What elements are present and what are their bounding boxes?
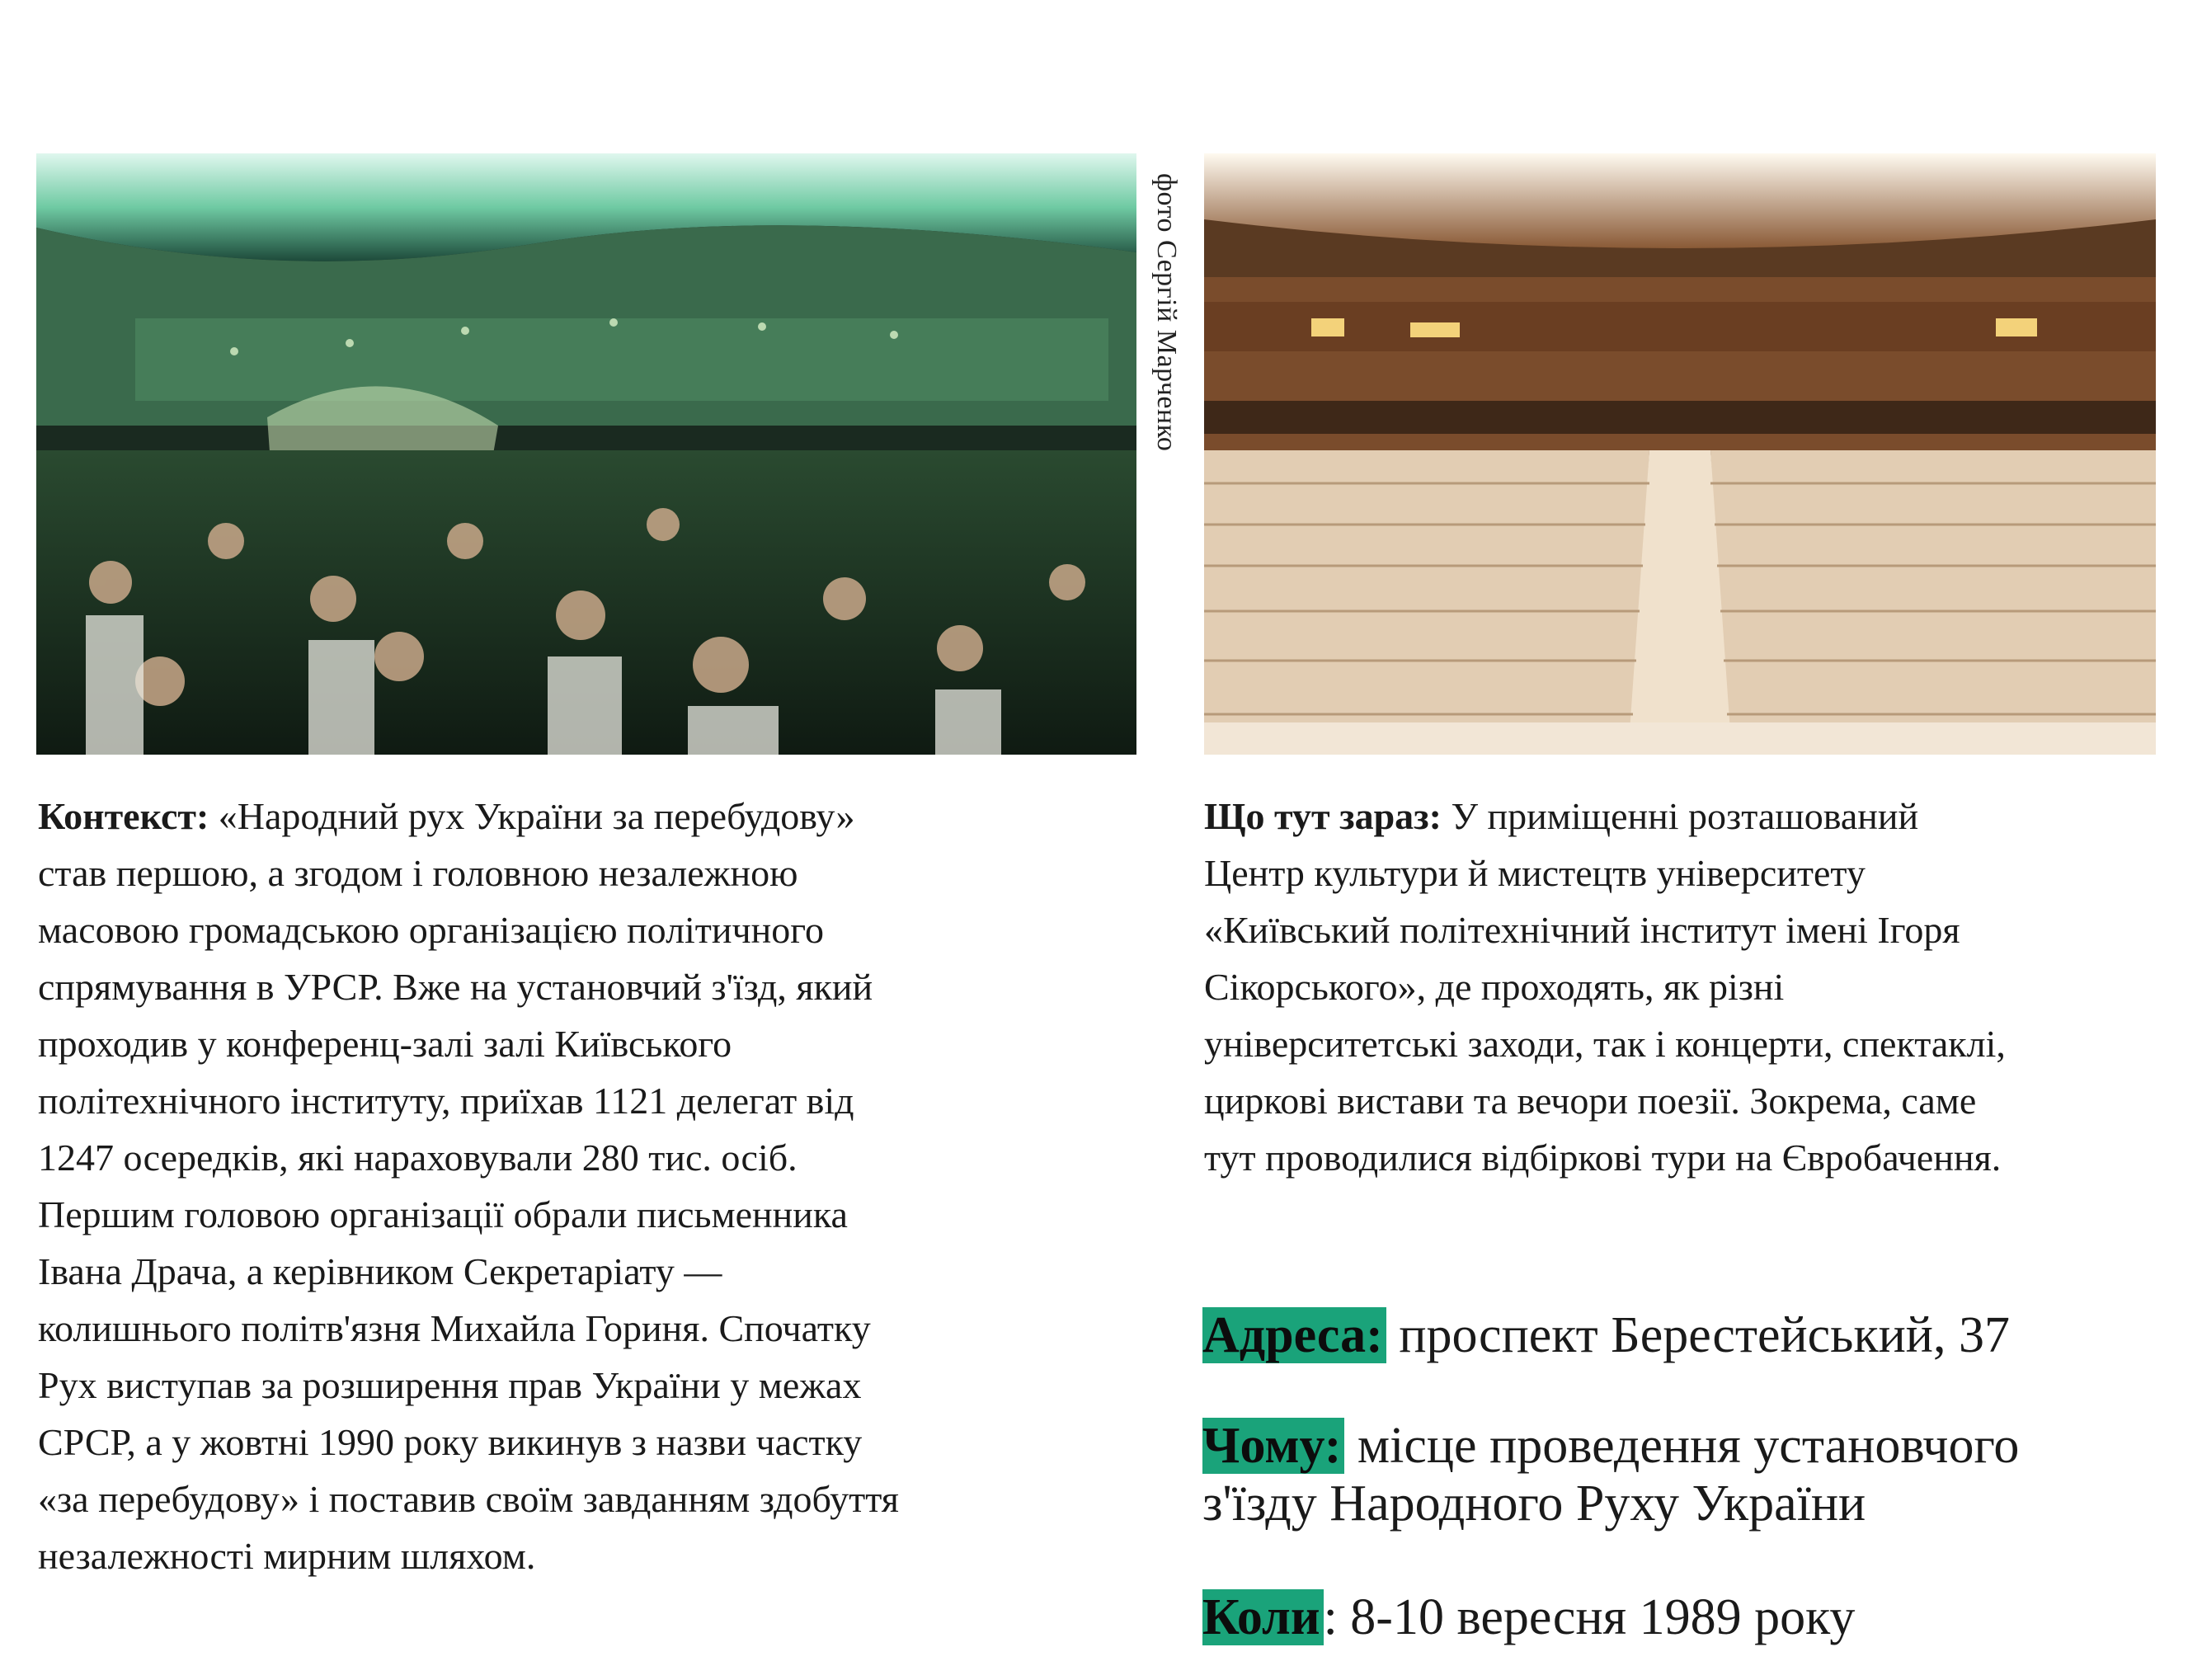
now-line-7: тут проводилися відбіркові тури на Євробачення. bbox=[1204, 1136, 2002, 1179]
address-value: проспект Берестейський, 37 bbox=[1386, 1307, 2010, 1363]
when-label: Коли bbox=[1202, 1589, 1324, 1645]
now-line-2: Центр культури й мистецтв університету bbox=[1204, 852, 1866, 894]
context-line-4: спрямування в УРСР. Вже на установчий з'їзд, який bbox=[38, 966, 873, 1008]
when-colon: : bbox=[1323, 1589, 1338, 1645]
context-line-5: проходив у конференц-залі залі Київського bbox=[38, 1023, 732, 1065]
context-paragraph bbox=[38, 788, 1135, 1584]
congress-crowd-photo bbox=[36, 153, 1136, 755]
why-fact bbox=[1202, 1417, 2176, 1532]
context-line-6: політехнічного інституту, приїхав 1121 делегат від bbox=[38, 1080, 854, 1122]
context-line-7: 1247 осередків, які нараховували 280 тис. осіб. bbox=[38, 1136, 798, 1179]
now-line-5: університетські заходи, так і концерти, спектаклі, bbox=[1204, 1023, 2006, 1065]
now-line-4: Сікорського», де проходять, як різні bbox=[1204, 966, 1785, 1008]
context-line-8: Першим головою організації обрали письменника bbox=[38, 1193, 848, 1235]
context-line-9: Івана Драча, а керівником Секретаріату — bbox=[38, 1250, 722, 1292]
address-fact bbox=[1202, 1306, 2176, 1364]
why-label: Чому: bbox=[1202, 1418, 1344, 1474]
context-line-10: колишнього політв'язня Михайла Гориня. Спочатку bbox=[38, 1307, 871, 1349]
context-line-13: «за перебудову» і поставив своїм завданням здобуття bbox=[38, 1478, 899, 1520]
context-line-3: масовою громадською організацією політичного bbox=[38, 909, 824, 951]
photo-credit: фото Сергій Марченко bbox=[1151, 173, 1182, 452]
now-line-3: «Київський політехнічний інститут імені Ігоря bbox=[1204, 909, 1960, 951]
context-line-1: Контекст: «Народний рух України за перебудову» bbox=[38, 795, 855, 837]
context-line-12: СРСР, а у жовтні 1990 року викинув з назви частку bbox=[38, 1421, 863, 1463]
why-value-line-1: місце проведення установчого bbox=[1344, 1418, 2020, 1474]
context-line-2: став першою, а згодом і головною незалежною bbox=[38, 852, 798, 894]
why-value-line-2: з'їзду Народного Руху України bbox=[1202, 1475, 1866, 1532]
now-line-6: циркові вистави та вечори поезії. Зокрема, саме bbox=[1204, 1080, 1977, 1122]
address-label: Адреса: bbox=[1202, 1307, 1386, 1363]
empty-auditorium-photo bbox=[1204, 153, 2156, 755]
now-line-1: Що тут зараз: У приміщенні розташований bbox=[1204, 795, 1919, 837]
when-value: 8-10 вересня 1989 року bbox=[1337, 1589, 1856, 1645]
context-label: Контекст: bbox=[38, 795, 209, 837]
now-paragraph bbox=[1204, 788, 2194, 1186]
context-line-11: Рух виступав за розширення прав України у межах bbox=[38, 1364, 862, 1406]
when-fact bbox=[1202, 1588, 2176, 1646]
context-line-14: незалежності мирним шляхом. bbox=[38, 1535, 536, 1577]
now-label: Що тут зараз: bbox=[1204, 795, 1442, 837]
